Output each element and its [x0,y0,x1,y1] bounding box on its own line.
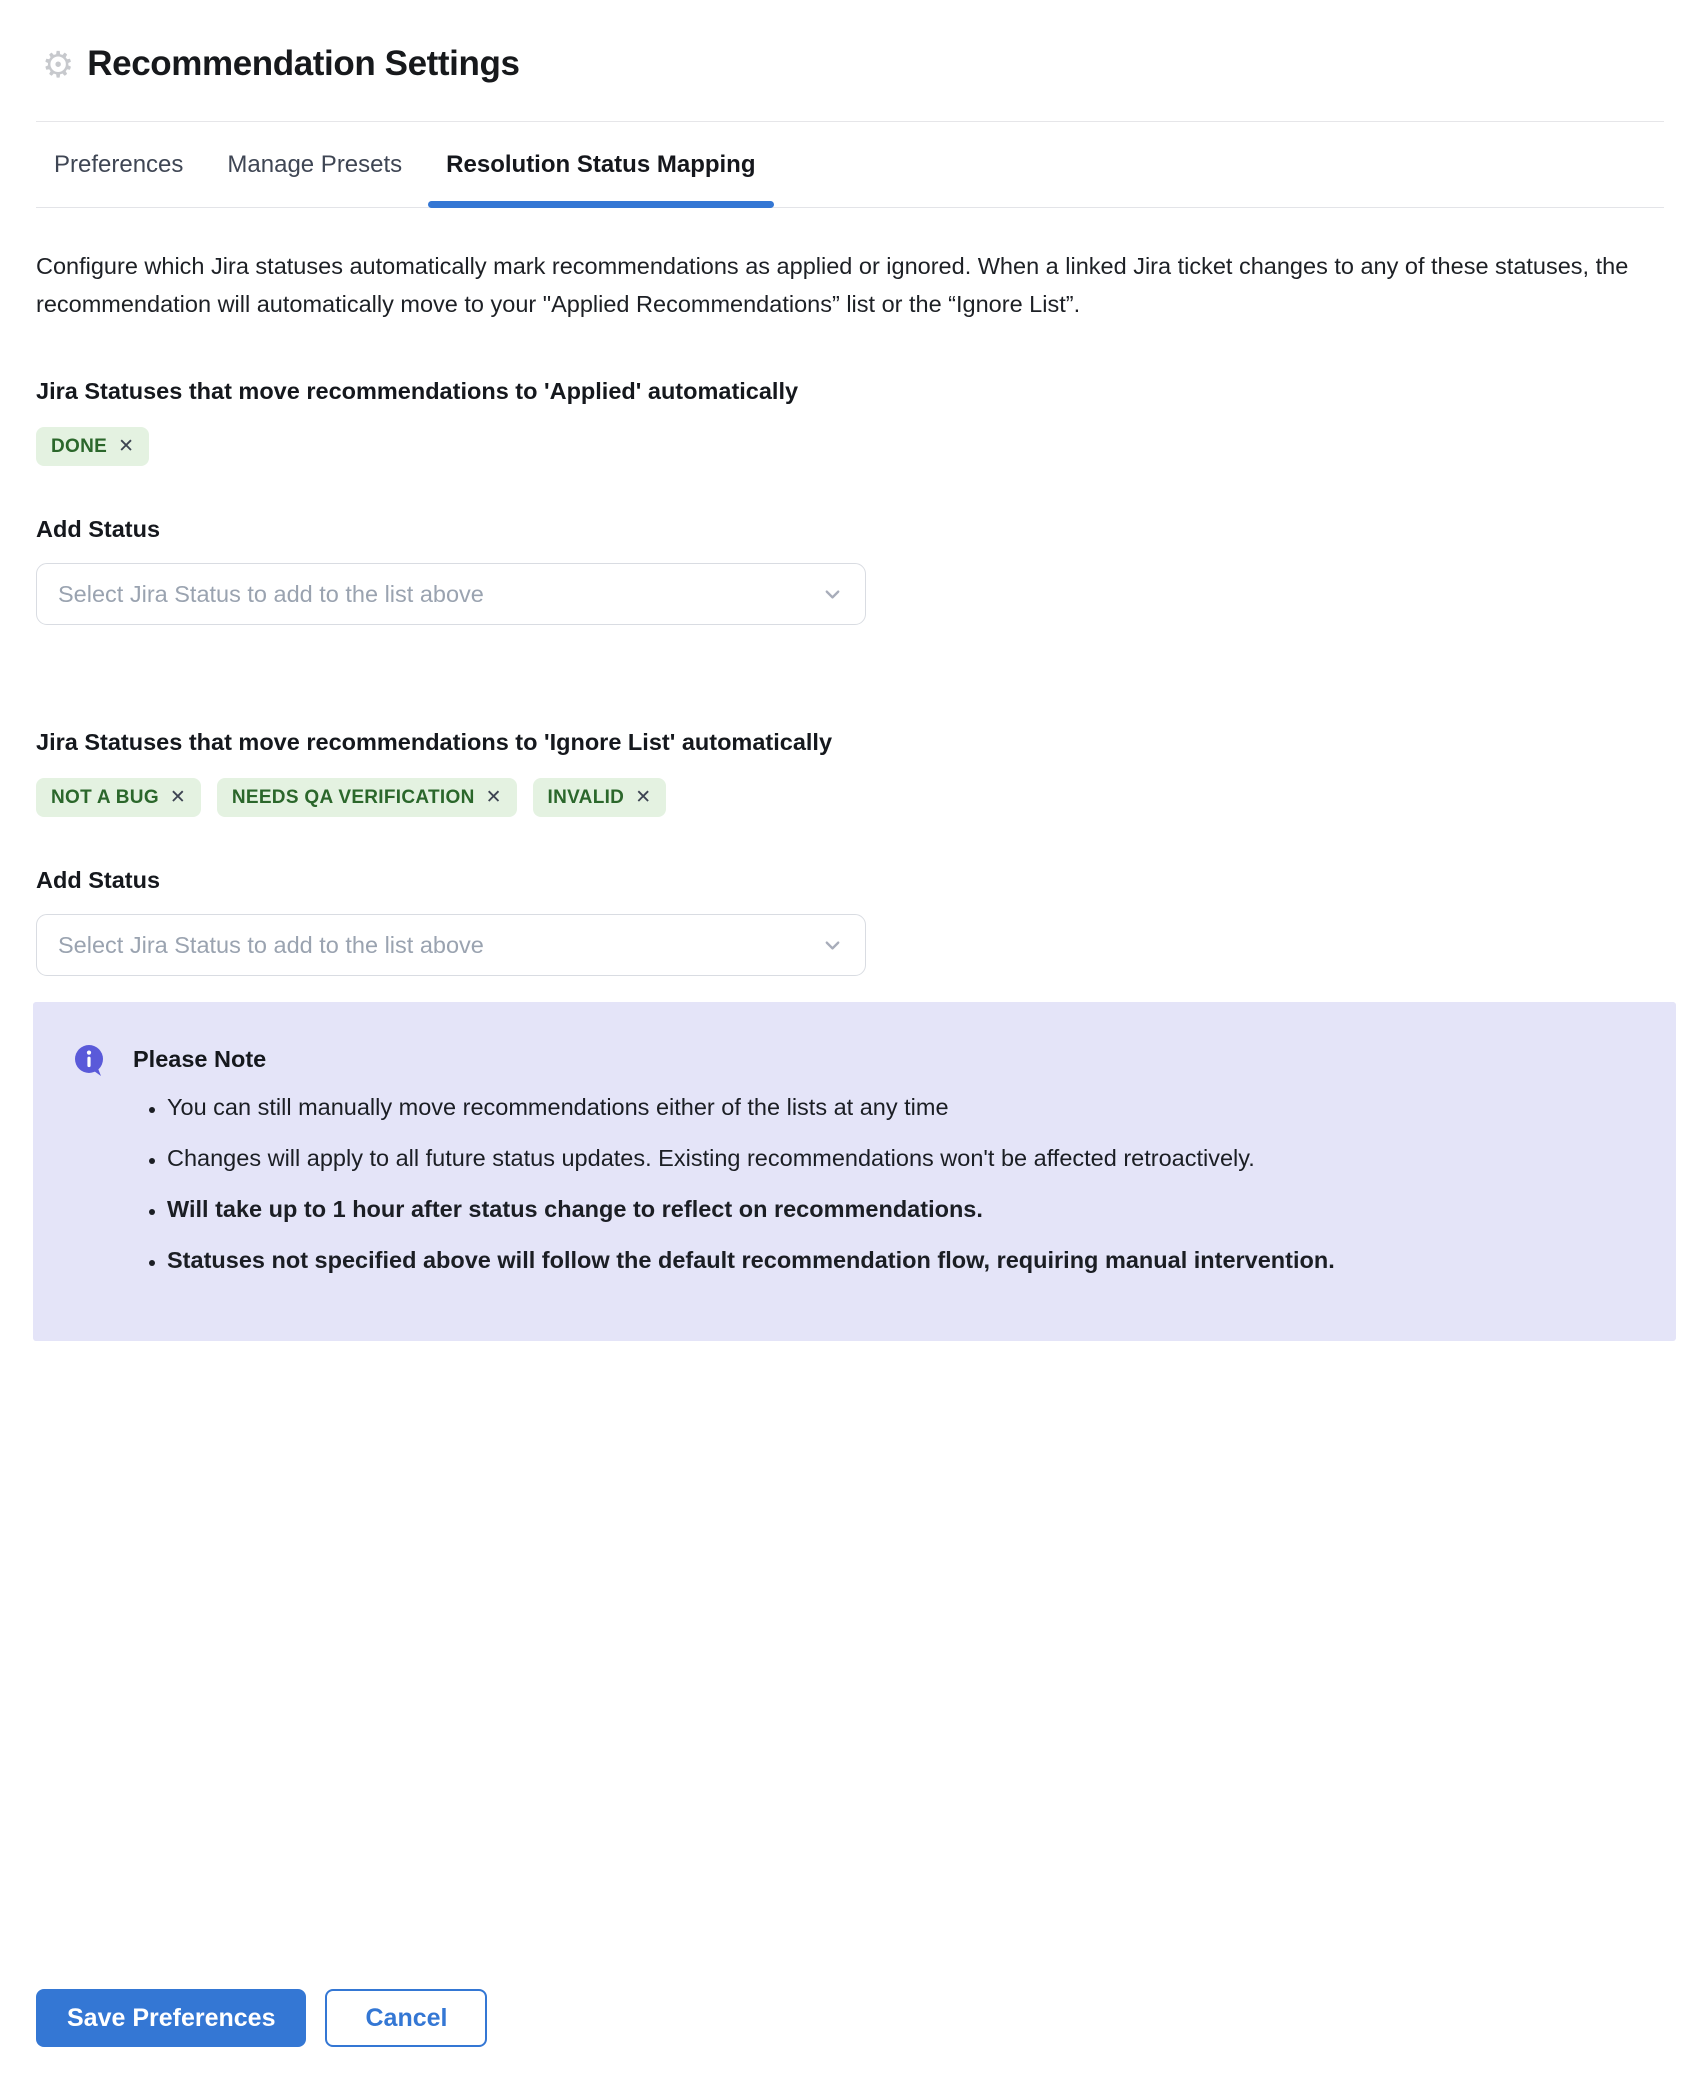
note-bullet: • You can still manually move recommendations either of the lists at any time [167,1089,1335,1125]
note-bullet: • Statuses not specified above will follow the default recommendation flow, requiring manual intervention. [167,1242,1335,1278]
tab-resolution-status-mapping[interactable] [428,122,773,207]
applied-section-heading: Jira Statuses that move recommendations to 'Applied' automatically [36,378,799,404]
tab-label: Resolution Status Mapping [446,150,756,178]
close-icon[interactable] [170,788,186,807]
gear-icon: ⚙ [42,44,75,85]
tab-manage-presets[interactable] [209,122,420,207]
tab-preferences[interactable] [36,122,201,207]
close-icon[interactable] [486,788,502,807]
note-bullet: • Changes will apply to all future status updates. Existing recommendations won't be affected retroactively. [167,1140,1335,1176]
close-icon[interactable] [635,788,651,807]
note-title: Please Note [133,1046,267,1072]
select-placeholder: Select Jira Status to add to the list above [58,580,484,607]
cancel-button[interactable]: Cancel [325,1989,487,2047]
save-preferences-button[interactable]: Save Preferences [36,1989,306,2047]
status-chip-label: NOT A BUG [51,786,159,808]
status-chip-label: NEEDS QA VERIFICATION [231,786,475,808]
note-bullet-list [133,1089,1335,1278]
chevron-down-icon [821,934,844,957]
applied-status-select[interactable] [36,563,866,625]
status-chip [36,778,201,817]
tab-label: Manage Presets [227,150,403,178]
status-chip [217,778,517,817]
close-icon[interactable] [118,437,134,456]
status-chip [533,778,667,817]
status-chip-label: DONE [51,435,108,457]
note-content [133,1042,1335,1293]
applied-status-chip-row [36,427,1664,466]
note-bullet: • Will take up to 1 hour after status change to reflect on recommendations. [167,1191,1335,1227]
status-chip [36,427,149,466]
settings-tabbar [36,122,1664,208]
page-header [36,44,1664,84]
mapping-description: Configure which Jira statuses automatically mark recommendations as applied or ignored. When a linked Jira ticket changes to any of these statuses, the recommendation will automatically move to your "Applied Recommendations” list or the “Ignore List”. [36,253,1629,317]
page-title: Recommendation Settings [87,44,520,83]
ignore-status-chip-row [36,778,1664,817]
ignore-section-heading: Jira Statuses that move recommendations to 'Ignore List' automatically [36,729,833,755]
please-note-callout [33,1002,1676,1341]
select-placeholder: Select Jira Status to add to the list above [58,931,484,958]
applied-add-status-label: Add Status [36,516,161,542]
action-bar [36,1989,1664,2097]
tab-label: Preferences [54,150,184,178]
chevron-down-icon [821,583,844,606]
status-chip-label: INVALID [547,786,625,808]
ignore-add-status-label: Add Status [36,867,161,893]
info-icon [73,1043,106,1078]
ignore-status-select[interactable] [36,914,866,976]
